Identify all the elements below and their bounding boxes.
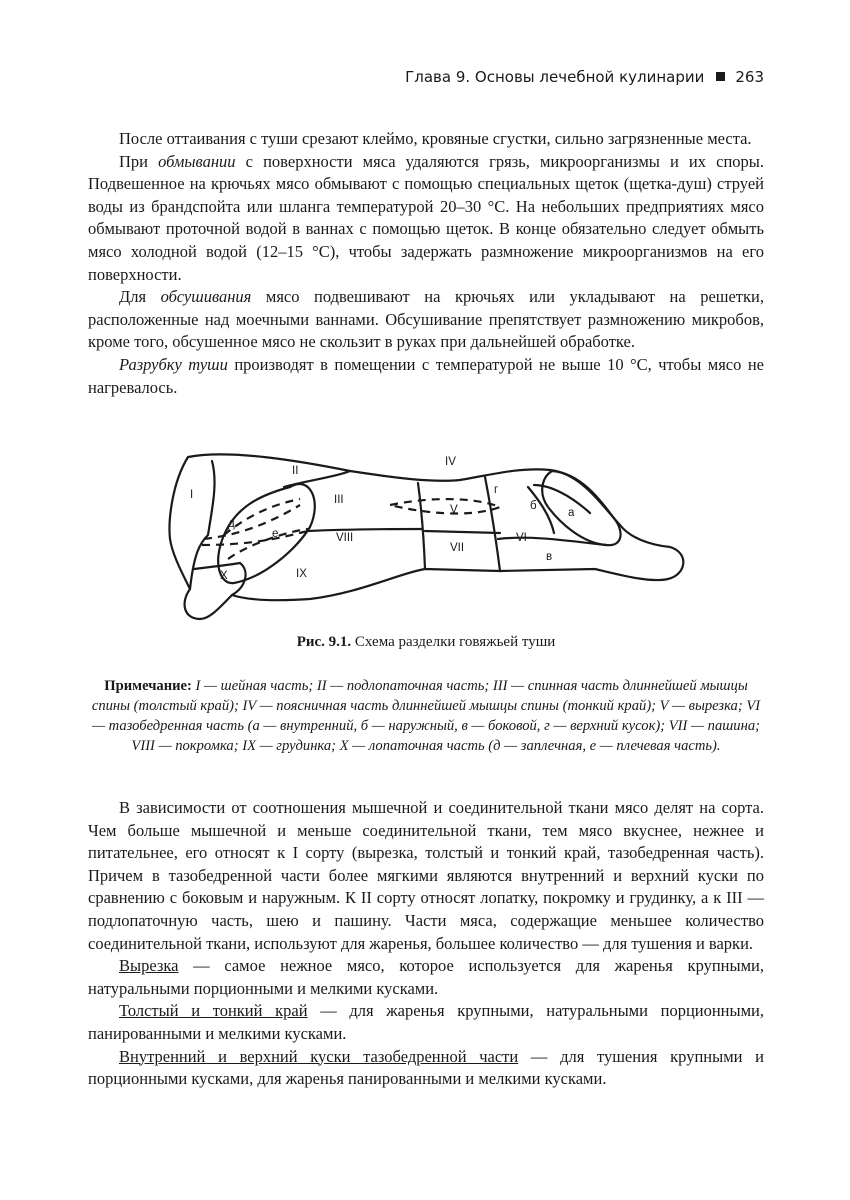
caption-number: Рис. 9.1. (296, 634, 352, 650)
line-III-IV (418, 483, 425, 569)
label-III: III (334, 494, 344, 506)
label-b: б (530, 500, 537, 512)
dashed-line-tenderloin (390, 499, 500, 513)
line-VIII-VII (308, 529, 422, 531)
chapter-title: Глава 9. Основы лечебной кулинарии (405, 68, 705, 86)
label-VII: VII (450, 542, 465, 554)
paragraph-loin (88, 1000, 764, 1045)
beef-carcass-diagram (150, 443, 710, 623)
label-d: д (228, 518, 235, 530)
label-a: а (568, 507, 575, 519)
label-v: в (546, 551, 553, 563)
p4-term: Разрубку туши (119, 354, 228, 374)
note-label: Примечание: (104, 678, 192, 694)
label-e: е (272, 528, 279, 540)
p4-post: производят в помещении с температурой не выше 10 °C, чтобы мясо не нагревалось. (88, 354, 764, 397)
running-head (405, 68, 764, 86)
paragraph-grades: В зависимости от соотношения мышечной и соединительной ткани мясо делят на сорта. Чем больше мышечной и меньше соединительной ткани, тем мясо вкуснее, нежнее и питательнее, его относят к I сорту (вырезка, толстый и тонкий край, тазобедренная часть). Причем в тазобедренной части более мягкими являются внутренний и верхний куски по сравнению с боковым и наружным. К II сорту относят лопатку, покромку и грудинку, а к III — подлопаточную часть, шею и пашину. Части мяса, содержащие меньшее количество соединительной ткани, используют для жаренья, большее количество — для тушения и варки. (88, 798, 764, 953)
p2-post: с поверхности мяса удаляются грязь, микроорганизмы и их споры. Подвешенное на крючьях мясо обмывают с помощью специальных щеток (щетка-душ) струей воды из брандспойта или шланга температурой 20–30 °C. На небольших предприятиях мясо обмывают проточной водой в ваннах с помощью щеток. В конце обязательно следует обмыть мясо холодной водой (12–15 °C), чтобы задержать размножение микроорганизмов на его поверхности. (88, 151, 765, 284)
figure-note (88, 676, 764, 756)
p8-term: Внутренний и верхний куски тазобедренной части (119, 1046, 519, 1066)
label-IV: IV (445, 456, 456, 468)
square-bullet-icon (716, 72, 725, 81)
paragraph-rump (88, 1046, 764, 1091)
label-V: V (450, 504, 458, 516)
caption-text: Схема разделки говяжьей туши (351, 634, 556, 650)
label-g: г (494, 484, 499, 496)
p6-term: Вырезка (119, 956, 179, 976)
label-VI: VI (516, 532, 527, 544)
paragraph-tenderloin (88, 955, 764, 1000)
p3-post: мясо подвешивают на крючьях или укладывают на решетки, расположенные над моечными ваннами. Обсушивание препятствует размножению микробов, кроме того, обсушенное мясо не скользит в руках при дальнейшей обработке. (88, 287, 764, 352)
label-X: X (220, 570, 228, 582)
p3-pre: Для (119, 287, 161, 307)
paragraph-cutting (88, 354, 764, 399)
note-text: I — шейная часть; II — подлопаточная часть; III — спинная часть длиннейшей мышцы спины (толстый край); IV — поясничная часть длиннейшей мышцы спины (тонкий край); V — вырезка; VI — тазобедренная часть (а — внутренний, б — наружный, в — боковой, г — верхний кусок); VII — пашина; VIII — покромка; IX — грудинка; X — лопаточная часть (д — заплечная, е — плечевая часть). (91, 678, 761, 754)
p7-term: Толстый и тонкий край (119, 1001, 308, 1021)
label-I: I (190, 489, 194, 501)
label-IX: IX (296, 568, 307, 580)
p2-pre: При (119, 151, 159, 171)
paragraph-washing (88, 151, 764, 287)
text-block-top (88, 128, 764, 399)
p8-post: — для тушения крупными и порционными кусками, для жаренья панированными и мелкими кусками. (88, 1046, 764, 1089)
label-II: II (292, 465, 299, 477)
p7-post: — для жаренья крупными, натуральными порционными, панированными и мелкими кусками. (88, 1001, 764, 1043)
p2-term: обмывании (158, 151, 236, 171)
figure-caption (88, 634, 764, 651)
p6-post: — самое нежное мясо, которое используется для жаренья крупными, натуральными порционными и мелкими кусками. (88, 956, 764, 998)
paragraph-thawing: После оттаивания с туши срезают клеймо, кровяные сгустки, сильно загрязненные места. (119, 129, 752, 148)
label-VIII: VIII (336, 532, 354, 544)
carcass-outline (170, 454, 684, 619)
dashed-line-viii (202, 531, 308, 545)
line-VII-VI (425, 531, 500, 533)
p3-term: обсушивания (160, 287, 252, 307)
page-number: 263 (735, 68, 764, 86)
paragraph-drying (88, 286, 764, 354)
text-block-bottom (88, 797, 764, 1091)
